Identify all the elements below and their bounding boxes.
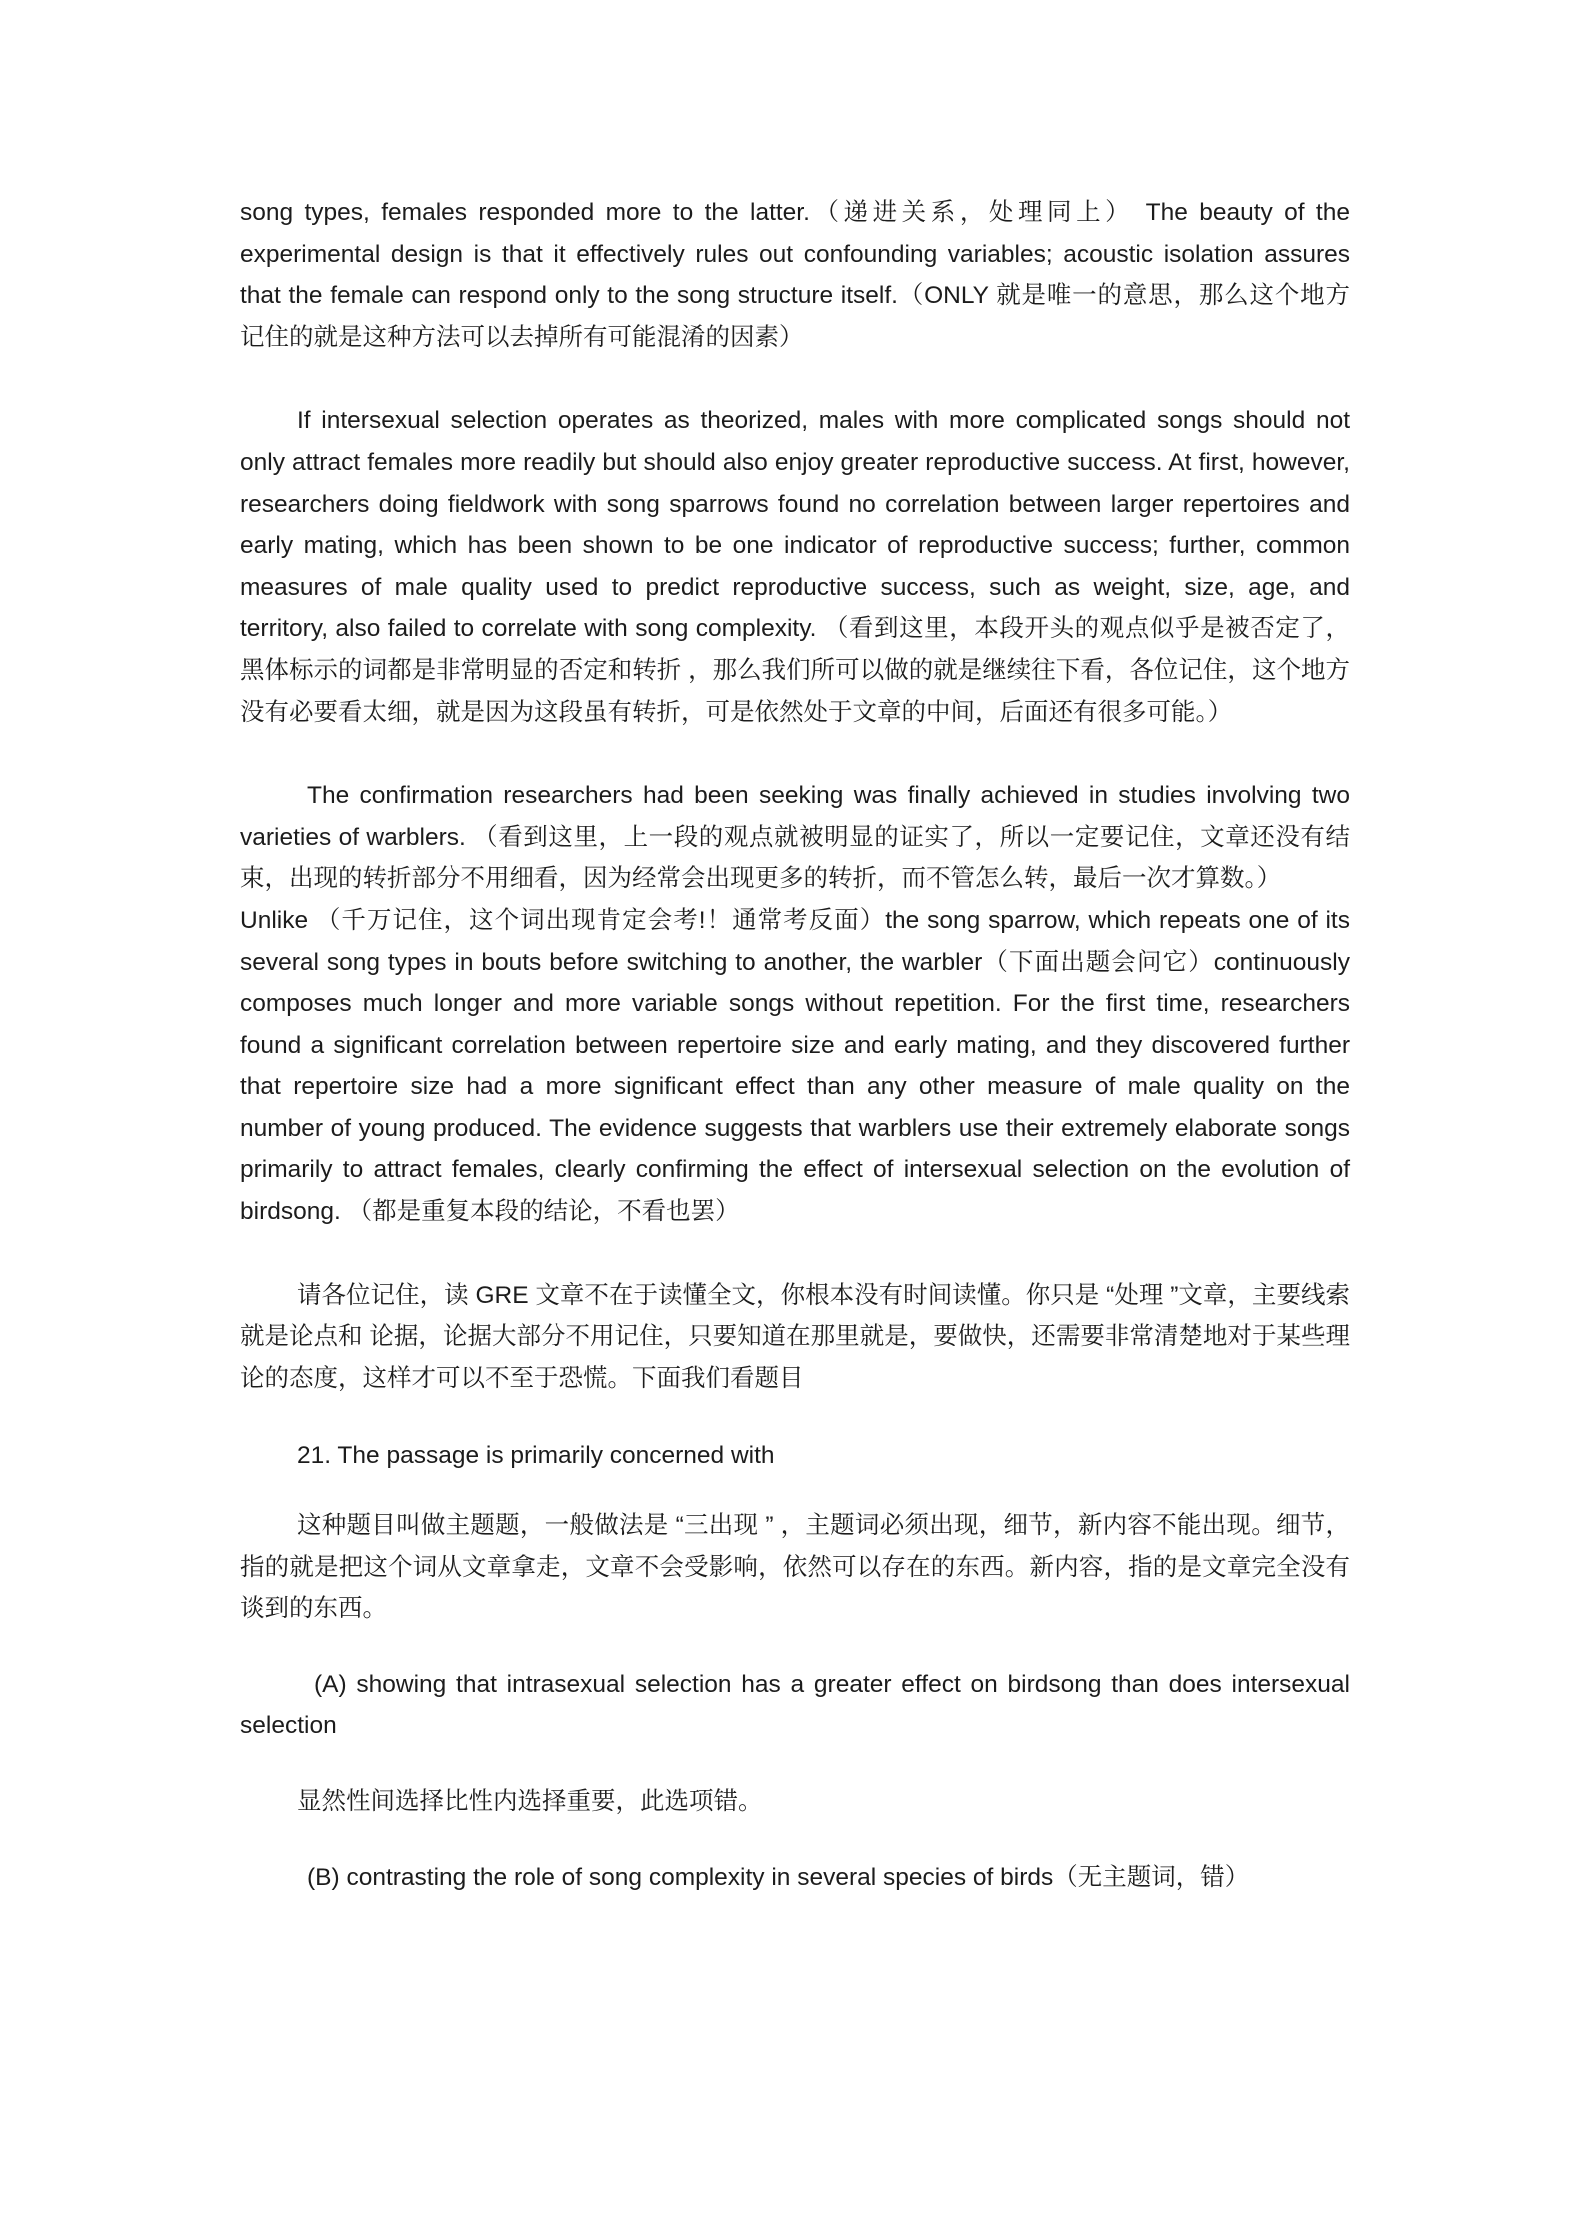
paragraph-warbler: Unlike （千万记住，这个词出现肯定会考!！通常考反面）the song sparrow, which repeats one of its several song types in bouts before switching to another, the warbler（下面出题会问它）continuously composes much longer and more variable songs without repetition. For the first time, researchers found a significant correlation between repertoire size and early mating, and they discovered further that repertoire size had a more significant effect than any other measure of male quality on the number of young produced. The evidence suggests that warblers use their extremely elaborate songs primarily to attract females, clearly confirming the effect of intersexual selection on the evolution of birdsong. （都是重复本段的结论，不看也罢） — [240, 906, 1350, 1226]
answer-option-b: (B) contrasting the role of song complexity in several species of birds（无主题词，错） — [307, 1863, 1250, 1891]
answer-option-a: (A) showing that intrasexual selection has a greater effect on birdsong than does intersexual selection — [240, 1670, 1350, 1740]
paragraph-experimental-design: song types, females responded more to the latter.（递进关系，处理同上） The beauty of the experimental design is that it effectively rules out confounding variables; acoustic isolation assures that the female can respond only to the song structure itself.（ONLY 就是唯一的意思，那么这个地方记住的就是这种方法可以去掉所有可能混淆的因素） — [240, 199, 1350, 351]
question-21-stem: 21. The passage is primarily concerned with — [297, 1442, 775, 1470]
paragraph-confirmation: The confirmation researchers had been seeking was finally achieved in studies involving two varieties of warblers. （看到这里，上一段的观点就被明显的证实了，所以一定要记住，文章还没有结束，出现的转折部分不用细看，因为经常会出现更多的转折，而不管怎么转，最后一次才算数。） — [240, 782, 1350, 893]
document-page — [240, 192, 1350, 1898]
paragraph-main-idea-explanation: 这种题目叫做主题题，一般做法是 “三出现 ” ，主题词必须出现，细节，新内容不能出现。细节，指的就是把这个词从文章拿走，文章不会受影响，依然可以存在的东西。新内容，指的是文章完全没有谈到的东西。 — [240, 1512, 1350, 1623]
paragraph-intersexual-selection: If intersexual selection operates as theorized, males with more complicated songs should not only attract females more readily but should also enjoy greater reproductive success. At first, however, researchers doing fieldwork with song sparrows found no correlation between larger repertoires and early mating, which has been shown to be one indicator of reproductive success; further, common measures of male quality used to predict reproductive success, such as weight, size, age, and territory, also failed to correlate with song complexity. （看到这里，本段开头的观点似乎是被否定了，黑体标示的词都是非常明显的否定和转折 ，那么我们所可以做的就是继续往下看，各位记住，这个地方没有必要看太细，就是因为这段虽有转折，可是依然处于文章的中间，后面还有很多可能。） — [240, 407, 1350, 726]
paragraph-reading-advice: 请各位记住，读 GRE 文章不在于读懂全文，你根本没有时间读懂。你只是 “处理 ”文章，主要线索就是论点和 论据，论据大部分不用记住，只要知道在那里就是，要做快，还需要非常清楚地对于某些理论的态度，这样才可以不至于恐慌。下面我们看题目 — [240, 1281, 1350, 1392]
option-a-comment: 显然性间选择比性内选择重要，此选项错。 — [297, 1788, 763, 1815]
